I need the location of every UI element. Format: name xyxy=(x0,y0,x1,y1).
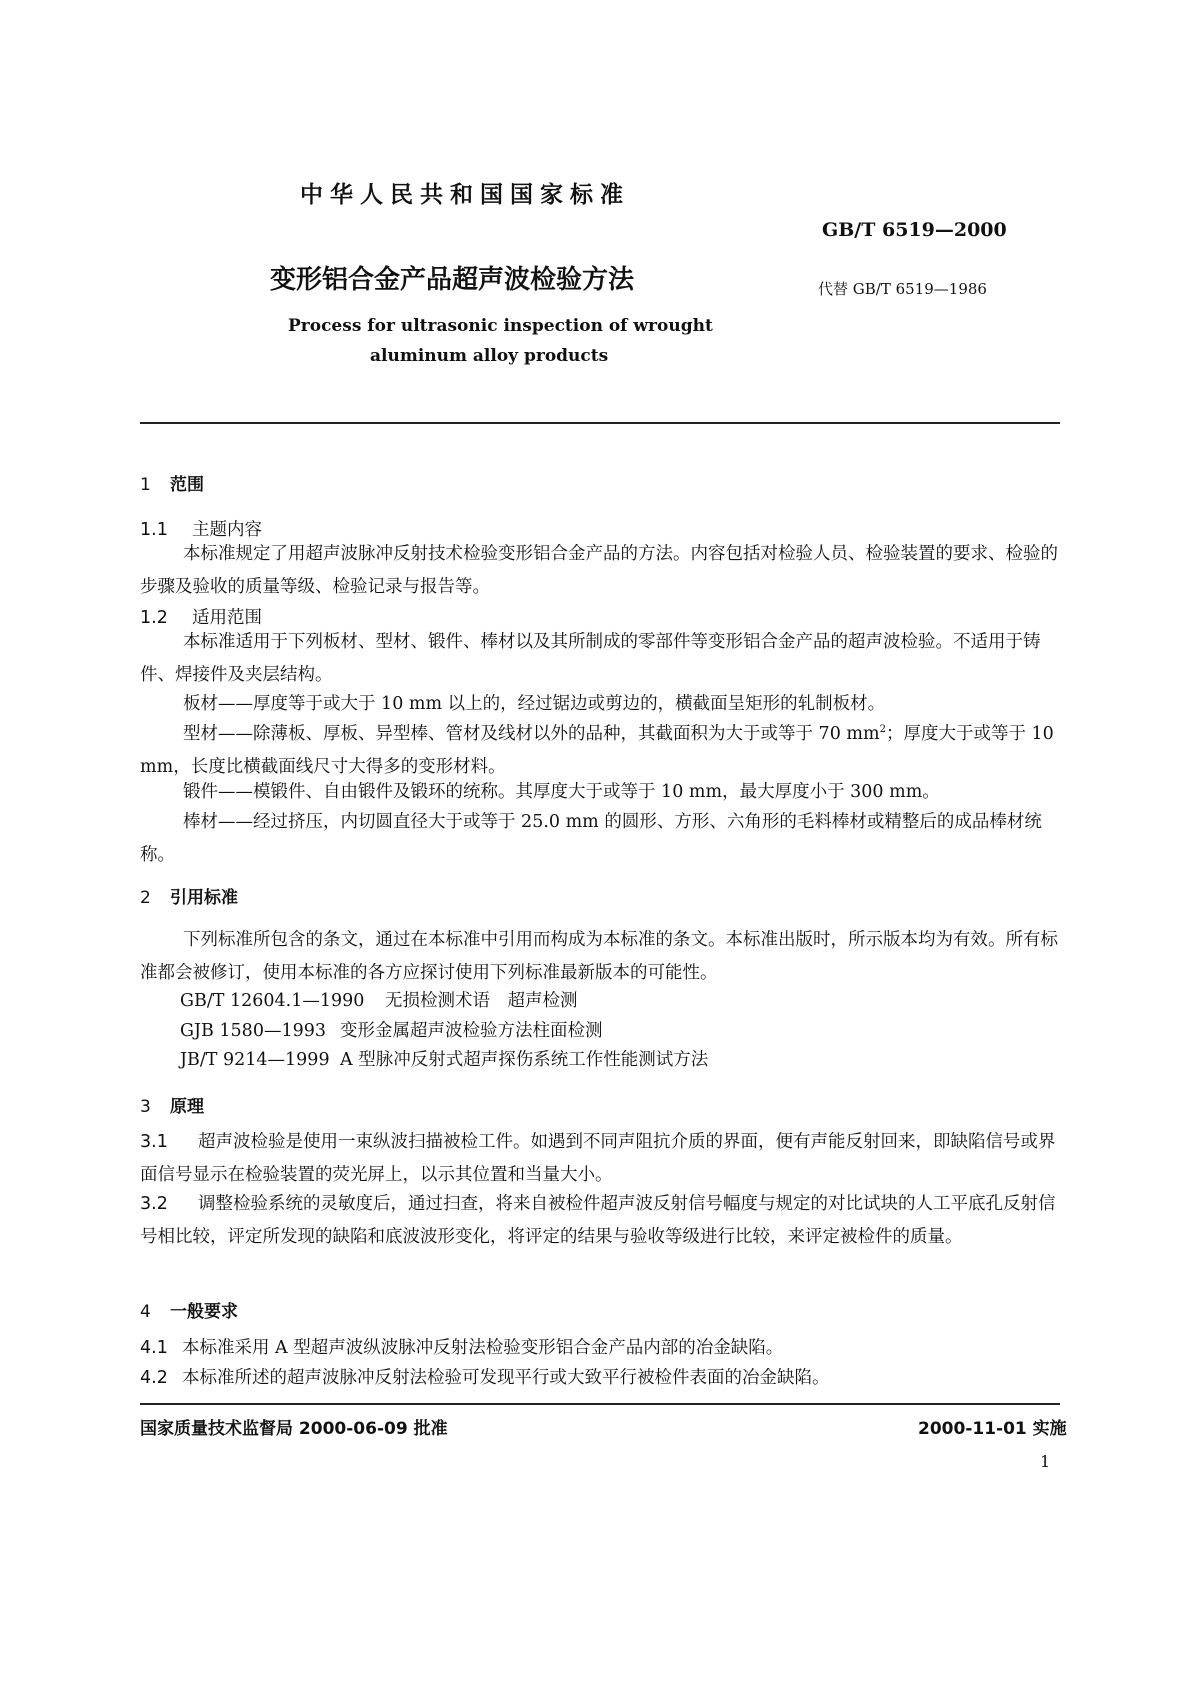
header-divider xyxy=(140,422,1060,424)
standard-number: GB/T 6519—2000 xyxy=(822,219,1007,241)
replaces-note: 代替 GB/T 6519—1986 xyxy=(818,280,987,298)
subsection-title: 适用范围 xyxy=(192,608,262,628)
section-heading xyxy=(140,1297,238,1322)
effective-date: 2000-11-01 实施 xyxy=(918,1419,1067,1439)
paragraph: 本标准规定了用超声波脉冲反射技术检验变形铝合金产品的方法。内容包括对检验人员、检验装置的要求、检验的步骤及验收的质量等级、检验记录与报告等。 xyxy=(140,544,1058,597)
clause-paragraph xyxy=(140,1362,1060,1395)
clause-text: 超声波检验是使用一束纵波扫描被检工件。如遇到不同声阻抗介质的界面，便有声能反射回来，即缺陷信号或界面信号显示在检验装置的荧光屏上，以示其位置和当量大小。 xyxy=(140,1132,1056,1185)
section-heading xyxy=(140,470,204,495)
section-heading xyxy=(140,883,238,908)
reference-name: A 型脉冲反射式超声探伤系统工作性能测试方法 xyxy=(340,1050,709,1070)
clause-number: 4.1 xyxy=(140,1338,168,1358)
paragraph: 本标准适用于下列板材、型材、锻件、棒材以及其所制成的零部件等变形铝合金产品的超声波检验。不适用于铸件、焊接件及夹层结构。 xyxy=(140,632,1041,685)
section-number: 3 xyxy=(140,1097,151,1117)
english-title-line2: aluminum alloy products xyxy=(370,346,609,366)
definition-forging: 锻件——模锻件、自由锻件及锻环的统称。其厚度大于或等于 10 mm，最大厚度小于 300 mm。 xyxy=(183,782,940,802)
national-standard-title: 中华人民共和国国家标准 xyxy=(300,182,630,208)
reference-code: JB/T 9214—1999 xyxy=(180,1050,330,1070)
clause-paragraph xyxy=(140,1126,1060,1191)
section-number: 2 xyxy=(140,888,151,908)
subsection-number: 1.2 xyxy=(140,608,168,628)
section-title: 范围 xyxy=(170,475,204,495)
section-title: 原理 xyxy=(170,1097,204,1117)
clause-number: 4.2 xyxy=(140,1368,168,1388)
approval-date: 国家质量技术监督局 2000-06-09 批准 xyxy=(140,1419,448,1439)
clause-text: 调整检验系统的灵敏度后，通过扫查，将来自被检件超声波反射信号幅度与规定的对比试块的人工平底孔反射信号相比较，评定所发现的缺陷和底波波形变化，将评定的结果与验收等级进行比较，来评定被检件的质量。 xyxy=(140,1194,1056,1247)
clause-number: 3.2 xyxy=(140,1194,168,1214)
definition-profile-part2: ；厚度大于或等于 10 mm，长度比横截面线尺寸大得多的变形材料。 xyxy=(140,724,1054,777)
reference-name: 变形金属超声波检验方法柱面检测 xyxy=(340,1021,603,1041)
reference-name: 无损检测术语 超声检测 xyxy=(385,991,578,1011)
subsection-title: 主题内容 xyxy=(192,520,262,540)
clause-paragraph xyxy=(140,1188,1060,1253)
section-title: 引用标准 xyxy=(170,888,238,908)
reference-item xyxy=(180,1017,603,1042)
clause-number: 3.1 xyxy=(140,1132,168,1152)
footer-divider xyxy=(140,1403,1060,1405)
clause-text: 本标准所述的超声波脉冲反射法检验可发现平行或大致平行被检件表面的冶金缺陷。 xyxy=(182,1368,830,1388)
definition-plate: 板材——厚度等于或大于 10 mm 以上的，经过锯边或剪边的，横截面呈矩形的轧制板材。 xyxy=(183,694,886,714)
reference-item xyxy=(180,987,578,1012)
document-title: 变形铝合金产品超声波检验方法 xyxy=(270,265,635,295)
paragraph: 下列标准所包含的条文，通过在本标准中引用而构成为本标准的条文。本标准出版时，所示版本均为有效。所有标准都会被修订，使用本标准的各方应探讨使用下列标准最新版本的可能性。 xyxy=(140,930,1058,983)
definition-bar: 棒材——经过挤压，内切圆直径大于或等于 25.0 mm 的圆形、方形、六角形的毛料棒材或精整后的成品棒材统称。 xyxy=(140,812,1042,865)
english-title-line1: Process for ultrasonic inspection of wrought xyxy=(288,316,713,336)
clause-text: 本标准采用 A 型超声波纵波脉冲反射法检验变形铝合金产品内部的冶金缺陷。 xyxy=(182,1338,784,1358)
page-number: 1 xyxy=(1040,1452,1051,1471)
section-number: 4 xyxy=(140,1302,151,1322)
definition-profile xyxy=(140,718,1060,783)
superscript: 2 xyxy=(879,724,886,736)
section-number: 1 xyxy=(140,475,151,495)
reference-item xyxy=(180,1046,708,1071)
reference-code: GB/T 12604.1—1990 xyxy=(180,991,365,1011)
section-heading xyxy=(140,1092,204,1117)
section-title: 一般要求 xyxy=(170,1302,238,1322)
reference-code: GJB 1580—1993 xyxy=(180,1021,326,1041)
subsection-number: 1.1 xyxy=(140,520,168,540)
clause-paragraph xyxy=(140,1332,1060,1365)
definition-profile-part1: 型材——除薄板、厚板、异型棒、管材及线材以外的品种，其截面积为大于或等于 70 mm xyxy=(183,724,880,744)
